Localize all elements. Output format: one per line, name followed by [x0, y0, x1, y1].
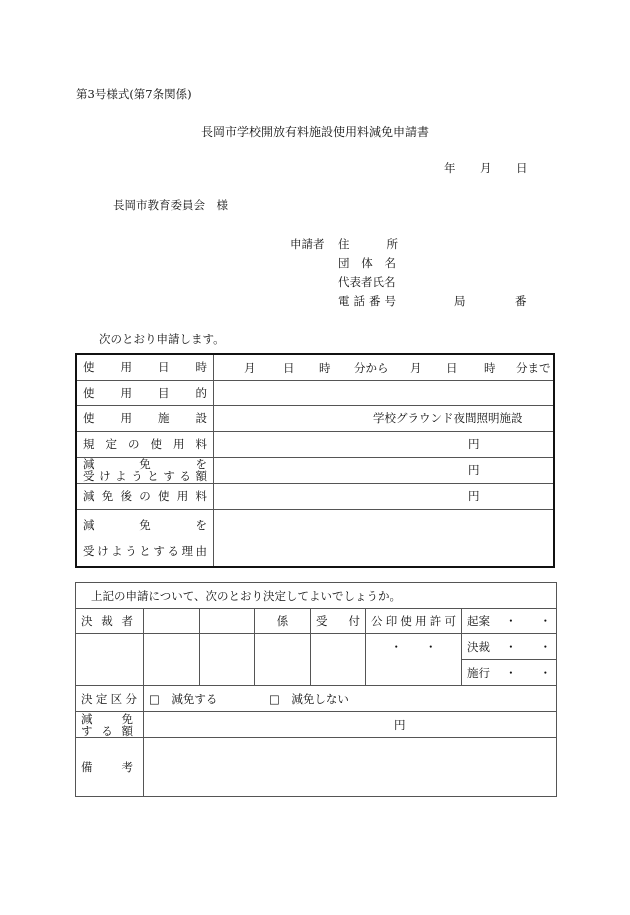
- table-row: [76, 380, 554, 405]
- table-row: [76, 634, 557, 660]
- table-row: [76, 712, 557, 738]
- usage-datetime-field[interactable]: 月 日 時 分から 月 日 時 分まで: [214, 354, 555, 380]
- date-month-label: 月: [480, 161, 492, 175]
- org-name-label: 団 体 名: [338, 256, 396, 270]
- decision-table: [75, 582, 557, 797]
- kessai-date[interactable]: 決裁 ・ ・: [462, 634, 557, 660]
- intro-text: 次のとおり申請します。: [99, 332, 225, 346]
- seal-permission-label: 公 印 使 用 許 可: [366, 609, 462, 634]
- page-title: 長岡市学校開放有料施設使用料減免申請書: [201, 125, 430, 139]
- kian-date[interactable]: 起案 ・ ・: [462, 609, 557, 634]
- seal-permission-date[interactable]: ・ ・: [366, 634, 462, 686]
- table-row: [76, 457, 554, 483]
- reduction-reason-label: 減 免 を 受 け よ う と す る 理 由: [76, 509, 214, 567]
- approver-stamp-4[interactable]: [200, 634, 255, 686]
- decision-category-label: 決 定 区 分: [76, 686, 144, 712]
- address-label: 住 所: [338, 237, 398, 251]
- kakari-label: 係: [255, 609, 311, 634]
- decision-category-options: [144, 686, 557, 712]
- table-row: [76, 405, 554, 431]
- table-row: [76, 686, 557, 712]
- table-row: [76, 431, 554, 457]
- standard-fee-label: 規 定 の 使 用 料: [76, 431, 214, 457]
- approver-stamp-1[interactable]: [144, 609, 200, 634]
- approver-stamp-2[interactable]: [200, 609, 255, 634]
- application-table: [75, 353, 555, 568]
- fee-after-reduction-label: 減 免 後 の 使 用 料: [76, 483, 214, 509]
- uketsuke-stamp[interactable]: [311, 634, 366, 686]
- reduction-reason-field[interactable]: [214, 509, 555, 567]
- reduction-amount-label-2: 減 免 す る 額: [76, 712, 144, 738]
- fee-after-reduction-field[interactable]: 円: [214, 483, 555, 509]
- remarks-label: 備 考: [76, 738, 144, 797]
- phone-label: 電 話 番 号: [338, 294, 396, 308]
- approver-blank: [76, 634, 144, 686]
- table-row: [76, 609, 557, 634]
- table-row: [76, 509, 554, 567]
- usage-datetime-label: 使 用 日 時: [76, 354, 214, 380]
- usage-facility-value: 学校グラウンド夜間照明施設: [214, 405, 555, 431]
- approver-stamp-3[interactable]: [144, 634, 200, 686]
- reduction-amount-field[interactable]: 円: [214, 457, 555, 483]
- standard-fee-field[interactable]: 円: [214, 431, 555, 457]
- representative-label: 代表者氏名: [338, 275, 396, 289]
- table-row: [76, 583, 557, 609]
- option-reduce-checkbox[interactable]: □ 減免する: [149, 691, 218, 706]
- usage-purpose-label: 使 用 目 的: [76, 380, 214, 405]
- date-day-label: 日: [516, 161, 528, 175]
- remarks-field[interactable]: [144, 738, 557, 797]
- phone-kyoku-label: 局: [454, 294, 466, 308]
- usage-facility-label: 使 用 施 設: [76, 405, 214, 431]
- shikou-date[interactable]: 施行 ・ ・: [462, 660, 557, 686]
- table-row: [76, 483, 554, 509]
- reduction-amount-label: 減 免 を 受 け よ う と す る 額: [76, 457, 214, 483]
- option-no-reduce-checkbox[interactable]: □ 減免しない: [269, 691, 349, 706]
- phone-ban-label: 番: [515, 294, 527, 308]
- uketsuke-label: 受 付: [311, 609, 366, 634]
- kakari-stamp[interactable]: [255, 634, 311, 686]
- decision-header: 上記の申請について、次のとおり決定してよいでしょうか。: [76, 583, 557, 609]
- form-number: 第3号様式(第7条関係): [76, 87, 192, 101]
- usage-purpose-field[interactable]: [214, 380, 555, 405]
- table-row: [76, 354, 554, 380]
- approver-label: 決 裁 者: [76, 609, 144, 634]
- applicant-label: 申請者: [290, 237, 325, 251]
- addressee: 長岡市教育委員会 様: [113, 198, 228, 212]
- reduction-amount-value[interactable]: 円: [144, 712, 557, 738]
- date-year-label: 年: [444, 161, 456, 175]
- table-row: [76, 738, 557, 797]
